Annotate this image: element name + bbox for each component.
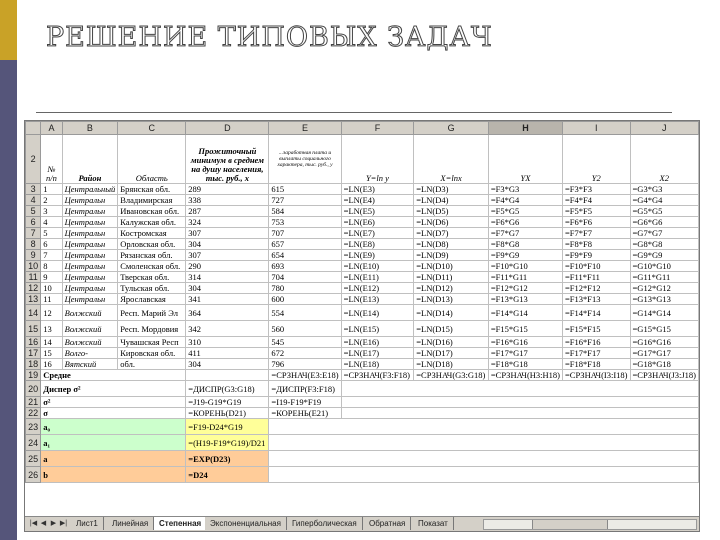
header-cell-lnx[interactable]: X=lnx [414,135,489,184]
cell-x[interactable]: 342 [186,321,269,337]
table-row [26,250,699,261]
cell-region[interactable]: Калужская обл. [118,217,186,228]
cell-district[interactable]: Центральн [62,283,118,294]
row-header[interactable]: 3 [26,184,41,195]
cell-x2[interactable]: =G15*G15 [630,321,698,337]
cell-empty[interactable] [341,381,698,397]
title-rule [36,112,672,113]
table-row [26,294,699,305]
cell-district[interactable]: Волго- [62,348,118,359]
last-sheet-icon[interactable]: ▶| [59,520,68,527]
cell-number[interactable]: 14 [41,337,62,348]
cell-x[interactable]: 310 [186,337,269,348]
cell-district[interactable]: Центральн [62,272,118,283]
cell-region[interactable]: Ярославская [118,294,186,305]
cell-y2[interactable]: =F17*F17 [563,348,631,359]
row-header[interactable]: 5 [26,206,41,217]
cell-number[interactable]: 4 [41,217,62,228]
cell-sigma-label[interactable]: σ [41,408,186,419]
cell-region[interactable]: Орловская обл. [118,239,186,250]
cell-x2[interactable]: =G7*G7 [630,228,698,239]
column-header-b[interactable]: B [62,122,118,135]
row-header[interactable]: 6 [26,217,41,228]
horizontal-scrollbar[interactable] [483,519,697,530]
cell-lnx[interactable]: =LN(D16) [414,337,489,348]
cell-lny[interactable]: =LN(E9) [341,250,414,261]
cell-e20[interactable]: =ДИСПР(F3:F18) [269,381,341,397]
column-header-g[interactable]: G [414,122,489,135]
row-25 [26,451,699,467]
cell-y[interactable]: 615 [269,184,341,195]
cell-i19[interactable]: =СРЗНАЧ(I3:I18) [563,370,631,381]
cell-x2[interactable]: =G13*G13 [630,294,698,305]
cell-empty[interactable] [269,419,699,435]
scrollbar-thumb[interactable] [532,520,608,529]
cell-lnx[interactable]: =LN(D11) [414,272,489,283]
row-22 [26,408,699,419]
cell-d26[interactable]: =D24 [186,467,269,483]
cell-yx[interactable]: =F17*G17 [488,348,562,359]
cell-region[interactable]: Брянская обл. [118,184,186,195]
cell-y[interactable]: 796 [269,359,341,370]
cell-number[interactable]: 12 [41,305,62,321]
cell-lnx[interactable]: =LN(D7) [414,228,489,239]
cell-d24[interactable]: =(H19-F19*G19)/D21 [186,435,269,451]
cell-lnx[interactable]: =LN(D3) [414,184,489,195]
cell-yx[interactable]: =F6*G6 [488,217,562,228]
cell-yx[interactable]: =F9*G9 [488,250,562,261]
cell-yx[interactable]: =F15*G15 [488,321,562,337]
cell-lnx[interactable]: =LN(D17) [414,348,489,359]
cell-y2[interactable]: =F9*F9 [563,250,631,261]
cell-yx[interactable]: =F16*G16 [488,337,562,348]
cell-d23[interactable]: =F19-D24*G19 [186,419,269,435]
cell-y[interactable]: 672 [269,348,341,359]
tab-inverse[interactable]: Обратная [364,517,411,530]
row-header[interactable]: 9 [26,250,41,261]
cell-d25[interactable]: =EXP(D23) [186,451,269,467]
cell-y2[interactable]: =F5*F5 [563,206,631,217]
cell-lnx[interactable]: =LN(D18) [414,359,489,370]
row-header[interactable]: 25 [26,451,41,467]
cell-lny[interactable]: =LN(E6) [341,217,414,228]
cell-d22[interactable]: =КОРЕНЬ(D21) [186,408,269,419]
table-row [26,206,699,217]
cell-lnx[interactable]: =LN(D15) [414,321,489,337]
cell-district[interactable]: Волжский [62,337,118,348]
cell-y2[interactable]: =F13*F13 [563,294,631,305]
cell-y[interactable]: 654 [269,250,341,261]
cell-x2[interactable]: =G17*G17 [630,348,698,359]
row-header[interactable]: 24 [26,435,41,451]
cell-lny[interactable]: =LN(E17) [341,348,414,359]
cell-y[interactable]: 727 [269,195,341,206]
cell-average-label[interactable]: Средне [41,370,186,381]
cell-x2[interactable]: =G12*G12 [630,283,698,294]
cell-yx[interactable]: =F12*G12 [488,283,562,294]
column-header-e[interactable]: E [269,122,341,135]
cell-lnx[interactable]: =LN(D14) [414,305,489,321]
header-cell-yx[interactable]: YX [488,135,562,184]
cell-district[interactable]: Центральн [62,294,118,305]
cell-region[interactable]: Респ. Марий Эл [118,305,186,321]
table-row [26,261,699,272]
cell-y2[interactable]: =F3*F3 [563,184,631,195]
table-row [26,337,699,348]
cell-lny[interactable]: =LN(E3) [341,184,414,195]
table-header-row [26,135,699,184]
cell-x[interactable]: 411 [186,348,269,359]
row-header[interactable]: 17 [26,348,41,359]
column-header-h[interactable]: H [488,122,562,135]
cell-yx[interactable]: =F7*G7 [488,228,562,239]
cell-lnx[interactable]: =LN(D6) [414,217,489,228]
cell-lnx[interactable]: =LN(D8) [414,239,489,250]
tab-power[interactable]: Степенная [154,517,207,530]
cell-x2[interactable]: =G3*G3 [630,184,698,195]
cell-yx[interactable]: =F10*G10 [488,261,562,272]
cell-number[interactable]: 15 [41,348,62,359]
cell-y2[interactable]: =F14*F14 [563,305,631,321]
header-cell-x2[interactable]: X2 [630,135,698,184]
cell-district[interactable]: Центральн [62,239,118,250]
cell-y2[interactable]: =F4*F4 [563,195,631,206]
cell-x[interactable]: 304 [186,283,269,294]
cell-region[interactable]: Ивановская обл. [118,206,186,217]
table-row [26,239,699,250]
cell-e21[interactable]: =I19-F19*F19 [269,397,341,408]
cell-lny[interactable]: =LN(E12) [341,283,414,294]
cell-region[interactable]: Владимирская [118,195,186,206]
cell-y[interactable]: 584 [269,206,341,217]
cell-yx[interactable]: =F3*G3 [488,184,562,195]
sheet-tab-bar [25,516,699,531]
cell-lnx[interactable]: =LN(D4) [414,195,489,206]
table-row [26,272,699,283]
cell-y2[interactable]: =F11*F11 [563,272,631,283]
table-row [26,283,699,294]
cell-yx[interactable]: =F11*G11 [488,272,562,283]
cell-region[interactable]: Тверская обл. [118,272,186,283]
cell-y[interactable]: 545 [269,337,341,348]
row-header[interactable]: 8 [26,239,41,250]
cell-lnx[interactable]: =LN(D5) [414,206,489,217]
cell-x[interactable]: 314 [186,272,269,283]
cell-j19[interactable]: =СРЗНАЧ(J3:J18) [630,370,698,381]
cell-x[interactable]: 289 [186,184,269,195]
cell-district[interactable]: Центральн [62,228,118,239]
cell-yx[interactable]: =F13*G13 [488,294,562,305]
spreadsheet-grid [25,121,699,483]
header-cell-district[interactable]: Район [62,135,118,184]
cell-d21[interactable]: =J19-G19*G19 [186,397,269,408]
row-19 [26,370,699,381]
next-sheet-icon[interactable]: ▶ [50,520,57,527]
table-row [26,228,699,239]
cell-number[interactable]: 10 [41,283,62,294]
cell-district[interactable]: Центральн [62,261,118,272]
cell-lnx[interactable]: =LN(D13) [414,294,489,305]
cell-lny[interactable]: =LN(E11) [341,272,414,283]
cell-number[interactable]: 5 [41,228,62,239]
cell-number[interactable]: 16 [41,359,62,370]
header-cell-number[interactable]: № п/п [41,135,62,184]
row-header[interactable]: 14 [26,305,41,321]
cell-a1-label[interactable]: a₁ [41,435,186,451]
cell-e19[interactable]: =СРЗНАЧ(E3:E18) [269,370,341,381]
row-header[interactable]: 13 [26,294,41,305]
cell-x[interactable]: 304 [186,359,269,370]
cell-region[interactable]: Кировская обл. [118,348,186,359]
column-header-i[interactable]: I [563,122,631,135]
cell-x[interactable]: 287 [186,206,269,217]
cell-lny[interactable]: =LN(E8) [341,239,414,250]
row-26 [26,467,699,483]
cell-x[interactable]: 304 [186,239,269,250]
cell-x[interactable]: 307 [186,228,269,239]
column-header-j[interactable]: J [630,122,698,135]
cell-y[interactable]: 693 [269,261,341,272]
spreadsheet [24,120,700,532]
cell-district[interactable]: Центральн [62,217,118,228]
table-row [26,217,699,228]
row-header[interactable]: 23 [26,419,41,435]
cell-lnx[interactable]: =LN(D9) [414,250,489,261]
cell-y2[interactable]: =F7*F7 [563,228,631,239]
table-row [26,359,699,370]
header-cell-y[interactable]: ...заработная плата и выплаты социального характера, тыс. руб., y [269,135,341,184]
cell-y2[interactable]: =F8*F8 [563,239,631,250]
tab-linear[interactable]: Линейная [107,517,154,530]
sidebar-accent [0,0,17,60]
tab-exponent[interactable]: Показат [413,517,454,530]
row-header[interactable]: 21 [26,397,41,408]
row-header[interactable]: 18 [26,359,41,370]
row-header[interactable]: 26 [26,467,41,483]
cell-x[interactable]: 364 [186,305,269,321]
prev-sheet-icon[interactable]: ◀ [40,520,47,527]
row-20 [26,381,699,397]
column-header-row [26,122,699,135]
cell-y2[interactable]: =F12*F12 [563,283,631,294]
slide-sidebar [0,0,17,540]
cell-x2[interactable]: =G14*G14 [630,305,698,321]
row-header[interactable]: 19 [26,370,41,381]
cell-sigma2-label[interactable]: σ² [41,397,186,408]
cell-x2[interactable]: =G16*G16 [630,337,698,348]
cell-variance-label[interactable]: Диспер σ² [41,381,186,397]
cell-y[interactable]: 704 [269,272,341,283]
header-cell-lny[interactable]: Y=ln y [341,135,414,184]
cell-x2[interactable]: =G8*G8 [630,239,698,250]
cell-x2[interactable]: =G11*G11 [630,272,698,283]
cell-district[interactable]: Центральн [62,250,118,261]
cell-e22[interactable]: =КОРЕНЬ(E21) [269,408,341,419]
cell-y[interactable]: 554 [269,305,341,321]
table-row [26,348,699,359]
cell-lny[interactable]: =LN(E7) [341,228,414,239]
cell-empty[interactable] [341,397,698,408]
cell-lny[interactable]: =LN(E10) [341,261,414,272]
cell-district[interactable]: Центральн [62,195,118,206]
row-header[interactable]: 10 [26,261,41,272]
cell-number[interactable]: 1 [41,184,62,195]
cell-number[interactable]: 11 [41,294,62,305]
cell-y[interactable]: 657 [269,239,341,250]
row-header[interactable]: 4 [26,195,41,206]
row-header[interactable]: 12 [26,283,41,294]
cell-number[interactable]: 3 [41,206,62,217]
cell-number[interactable]: 2 [41,195,62,206]
cell-y2[interactable]: =F10*F10 [563,261,631,272]
cell-y2[interactable]: =F15*F15 [563,321,631,337]
cell-lny[interactable]: =LN(E13) [341,294,414,305]
column-header-a[interactable]: A [41,122,62,135]
table-row [26,184,699,195]
row-23 [26,419,699,435]
cell-yx[interactable]: =F18*G18 [488,359,562,370]
cell-district[interactable]: Волжский [62,321,118,337]
cell-empty[interactable] [269,451,699,467]
row-header[interactable]: 2 [26,135,41,184]
cell-x2[interactable]: =G6*G6 [630,217,698,228]
row-21 [26,397,699,408]
cell-district[interactable]: Волжский [62,305,118,321]
cell-x2[interactable]: =G4*G4 [630,195,698,206]
cell-lny[interactable]: =LN(E14) [341,305,414,321]
cell-yx[interactable]: =F14*G14 [488,305,562,321]
header-cell-x[interactable]: Прожиточный минимум в среднем на душу населения, тыс. руб., x [186,135,269,184]
cell-x2[interactable]: =G9*G9 [630,250,698,261]
cell-empty[interactable] [269,467,699,483]
cell-region[interactable]: Чувашская Респ [118,337,186,348]
cell-empty[interactable] [269,435,699,451]
cell-number[interactable]: 9 [41,272,62,283]
cell-lny[interactable]: =LN(E4) [341,195,414,206]
cell-region[interactable]: Респ. Мордовия [118,321,186,337]
cell-x[interactable]: 324 [186,217,269,228]
cell-district[interactable]: Вятский [62,359,118,370]
cell-d19[interactable] [186,370,269,381]
cell-x[interactable]: 341 [186,294,269,305]
cell-number[interactable]: 13 [41,321,62,337]
cell-x2[interactable]: =G18*G18 [630,359,698,370]
cell-y[interactable]: 560 [269,321,341,337]
row-header[interactable]: 16 [26,337,41,348]
slide-title: РЕШЕНИЕ ТИПОВЫХ ЗАДАЧ [46,22,493,53]
cell-y[interactable]: 753 [269,217,341,228]
cell-number[interactable]: 8 [41,261,62,272]
cell-y[interactable]: 600 [269,294,341,305]
cell-lny[interactable]: =LN(E15) [341,321,414,337]
table-row [26,195,699,206]
cell-empty[interactable] [341,408,698,419]
cell-b-label[interactable]: b [41,467,186,483]
cell-x[interactable]: 307 [186,250,269,261]
cell-region[interactable]: обл. [118,359,186,370]
header-cell-region[interactable]: Область [118,135,186,184]
cell-lny[interactable]: =LN(E16) [341,337,414,348]
cell-f19[interactable]: =СРЗНАЧ(F3:F18) [341,370,414,381]
cell-number[interactable]: 7 [41,250,62,261]
cell-a0-label[interactable]: a₀ [41,419,186,435]
cell-region[interactable]: Рязанская обл. [118,250,186,261]
cell-a-label[interactable]: a [41,451,186,467]
cell-y[interactable]: 780 [269,283,341,294]
cell-y[interactable]: 707 [269,228,341,239]
cell-yx[interactable]: =F8*G8 [488,239,562,250]
row-header[interactable]: 22 [26,408,41,419]
cell-x[interactable]: 338 [186,195,269,206]
row-header[interactable]: 15 [26,321,41,337]
first-sheet-icon[interactable]: |◀ [29,520,38,527]
table-row [26,305,699,321]
data-rows [26,184,699,370]
cell-x2[interactable]: =G10*G10 [630,261,698,272]
cell-h19[interactable]: =СРЗНАЧ(H3:H18) [488,370,562,381]
cell-lnx[interactable]: =LN(D12) [414,283,489,294]
cell-district[interactable]: Центральн [62,206,118,217]
row-header[interactable]: 7 [26,228,41,239]
cell-region[interactable]: Смоленская обл. [118,261,186,272]
select-all-corner[interactable] [26,122,41,135]
cell-x2[interactable]: =G5*G5 [630,206,698,217]
cell-region[interactable]: Тульская обл. [118,283,186,294]
cell-number[interactable]: 6 [41,239,62,250]
header-cell-y2[interactable]: Y2 [563,135,631,184]
cell-lny[interactable]: =LN(E18) [341,359,414,370]
row-header[interactable]: 20 [26,381,41,397]
row-header[interactable]: 11 [26,272,41,283]
cell-g19[interactable]: =СРЗНАЧ(G3:G18) [414,370,489,381]
cell-y2[interactable]: =F16*F16 [563,337,631,348]
row-24 [26,435,699,451]
cell-lny[interactable]: =LN(E5) [341,206,414,217]
column-header-d[interactable]: D [186,122,269,135]
column-header-c[interactable]: C [118,122,186,135]
cell-yx[interactable]: =F4*G4 [488,195,562,206]
cell-x[interactable]: 290 [186,261,269,272]
cell-d20[interactable]: =ДИСПР(G3:G18) [186,381,269,397]
table-row [26,321,699,337]
cell-district[interactable]: Центральный [62,184,118,195]
cell-region[interactable]: Костромская [118,228,186,239]
column-header-f[interactable]: F [341,122,414,135]
cell-y2[interactable]: =F18*F18 [563,359,631,370]
tab-exponential[interactable]: Экспоненциальная [205,517,287,530]
tab-hyperbolic[interactable]: Гиперболическая [287,517,363,530]
cell-yx[interactable]: =F5*G5 [488,206,562,217]
cell-y2[interactable]: =F6*F6 [563,217,631,228]
tab-sheet1[interactable]: Лист1 [71,517,104,530]
cell-lnx[interactable]: =LN(D10) [414,261,489,272]
